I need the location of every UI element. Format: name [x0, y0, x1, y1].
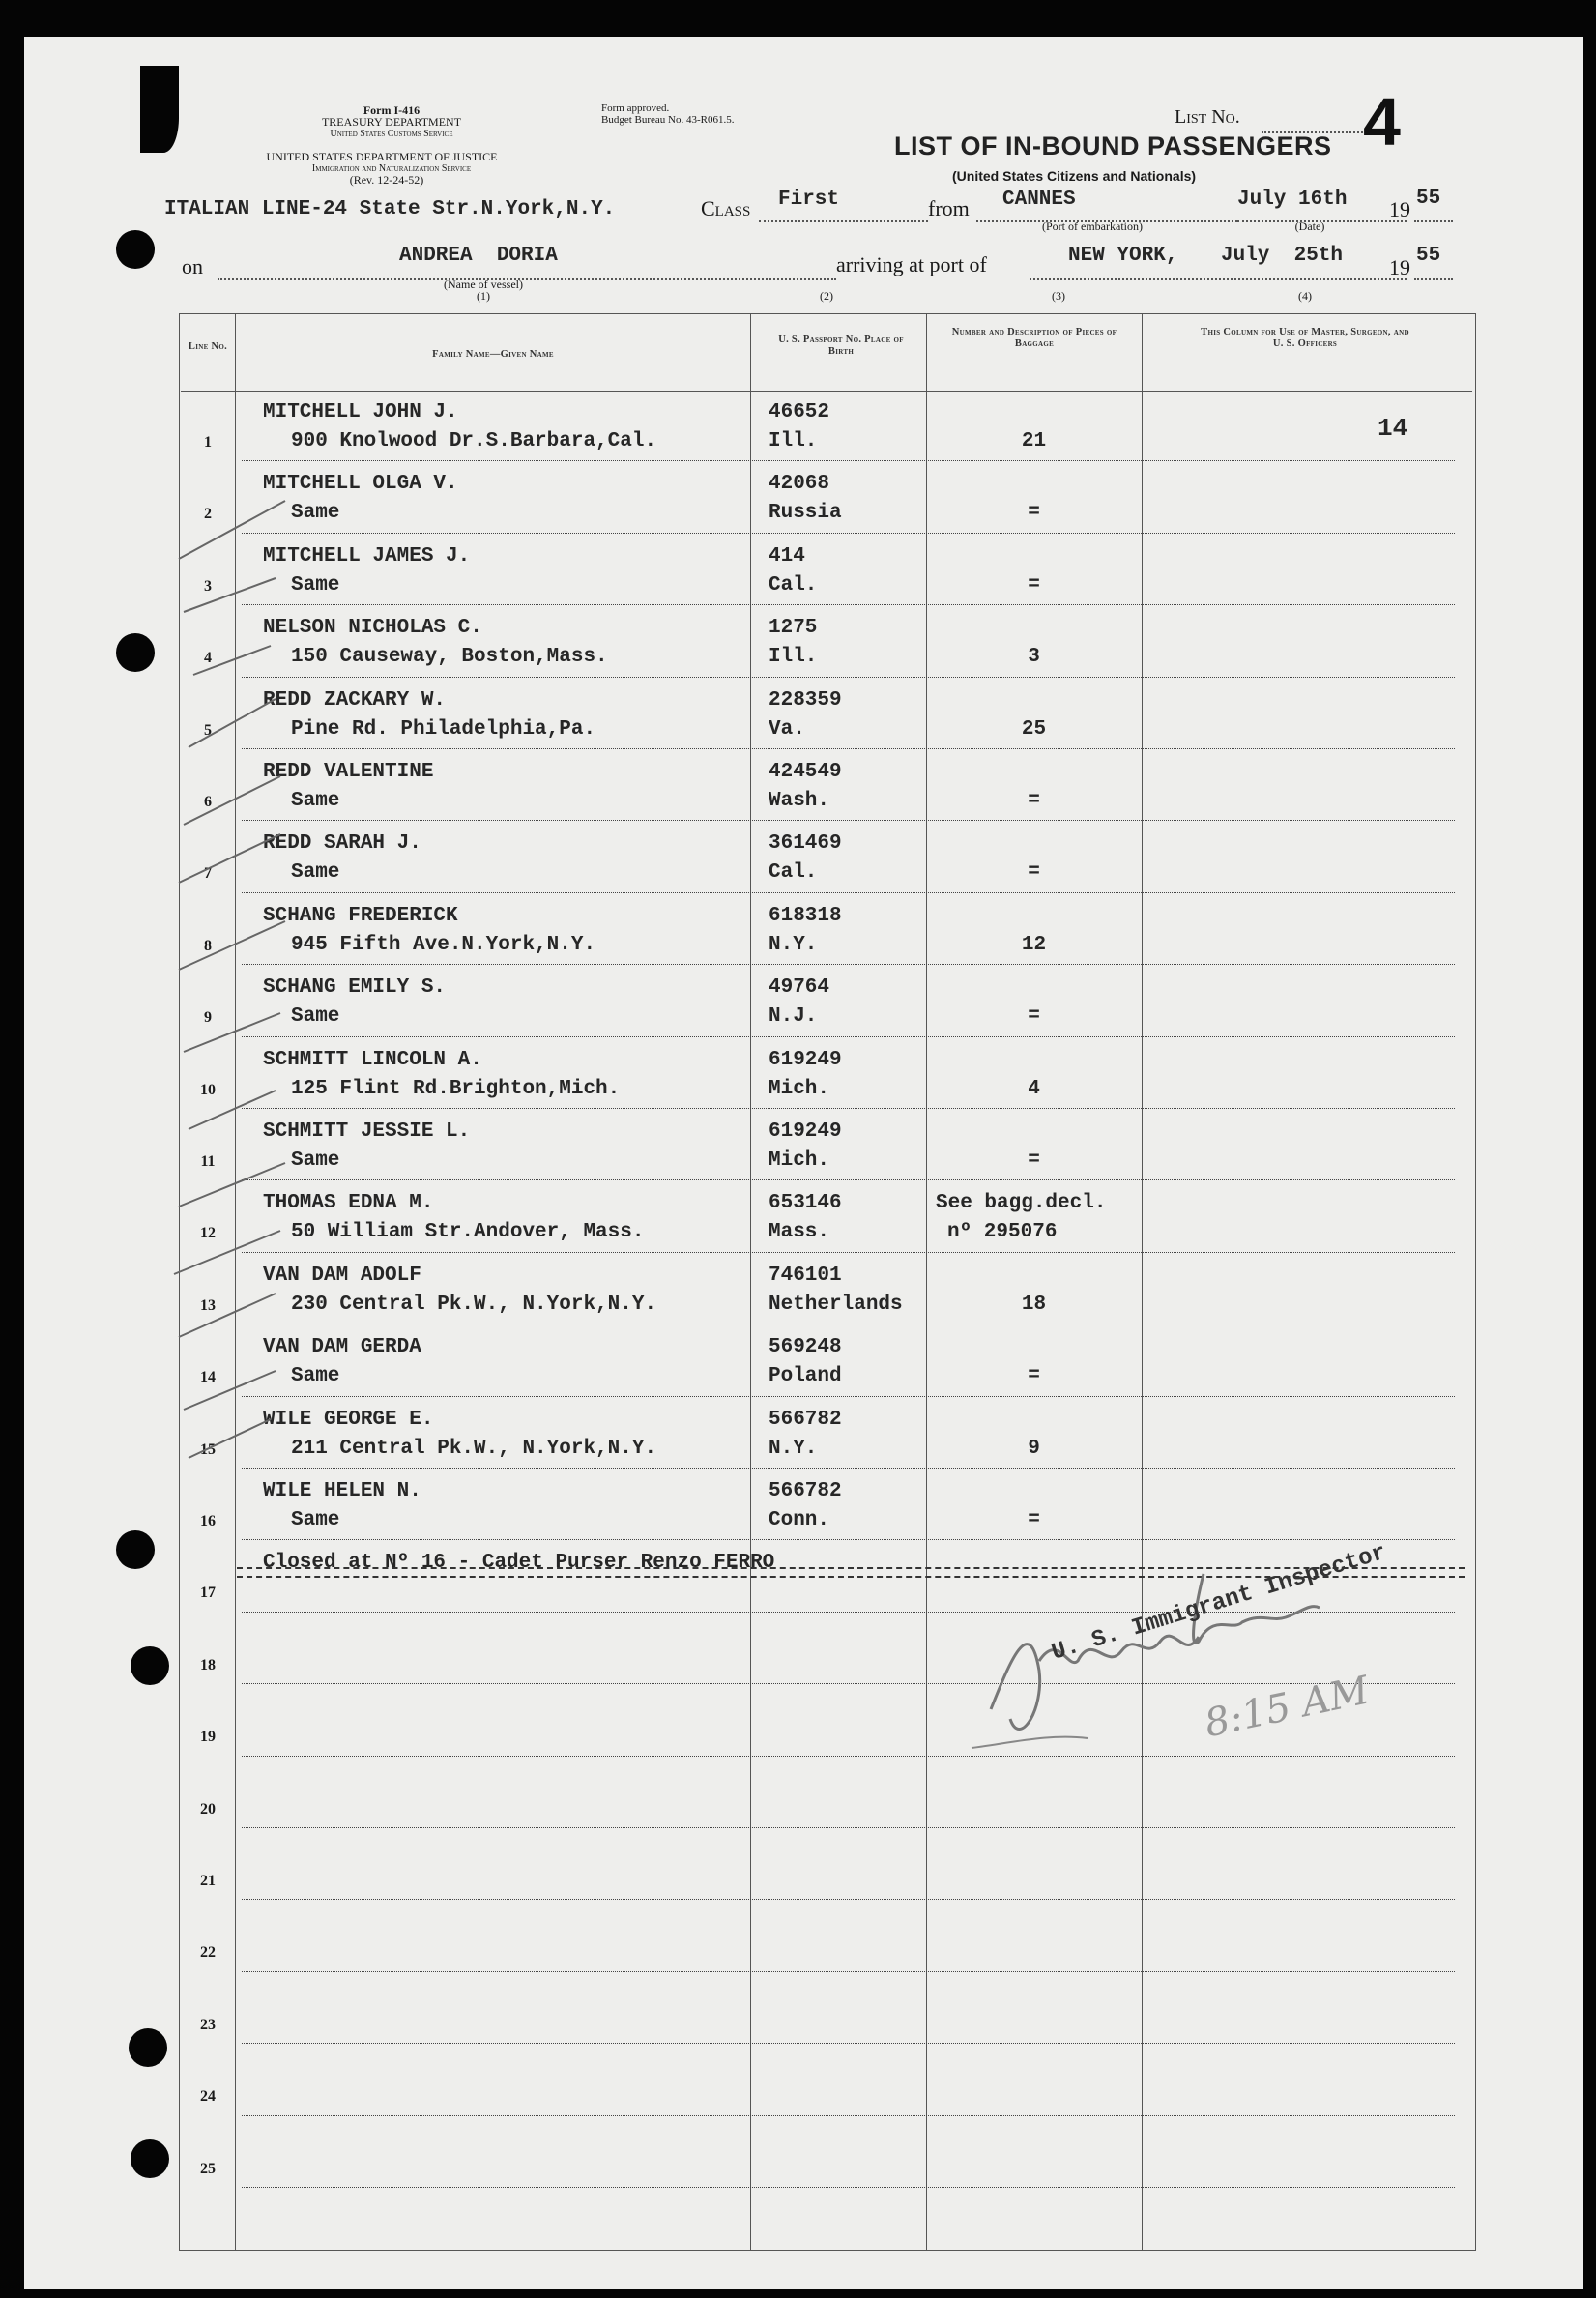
row-number: 11 [200, 1153, 216, 1170]
baggage-count: = [1028, 1149, 1040, 1172]
place-of-birth: Mich. [769, 1149, 830, 1172]
arrival-year: 55 [1416, 245, 1441, 267]
baggage-count: 18 [1021, 1293, 1047, 1316]
row-number: 22 [200, 1944, 216, 1962]
passenger-name: VAN DAM ADOLF [263, 1264, 421, 1287]
baggage-count: = [1028, 1365, 1040, 1388]
row-rule [242, 1396, 1455, 1397]
torn-corner [140, 66, 179, 153]
form-revision: (Rev. 12-24-52) [349, 173, 424, 187]
row-rule [242, 1252, 1455, 1253]
punch-hole [131, 1646, 169, 1685]
vessel-caption: (Name of vessel) [444, 277, 523, 291]
check-mark [174, 1231, 280, 1274]
arriving-colnum: (2) [820, 289, 833, 303]
passenger-address: Same [291, 1365, 340, 1388]
passport-number: 49764 [769, 976, 830, 1000]
row-rule [242, 2187, 1455, 2188]
place-of-birth: N.J. [769, 1005, 818, 1029]
passenger-name: SCHANG EMILY S. [263, 976, 447, 1000]
class-fill [759, 220, 928, 222]
baggage-description: See bagg.decl. [936, 1192, 1107, 1215]
check-mark [179, 1294, 276, 1337]
place-of-birth: Conn. [769, 1509, 830, 1531]
passport-number: 653146 [769, 1192, 842, 1215]
row-rule [242, 1971, 1455, 1972]
baggage-count: = [1028, 573, 1040, 596]
row-rule [242, 1468, 1455, 1469]
passport-number: 414 [769, 544, 805, 567]
year-prefix: 19 [1389, 197, 1410, 221]
row-rule [242, 964, 1455, 965]
check-mark [193, 646, 271, 675]
passport-number: 619249 [769, 1120, 842, 1143]
class-value: First [778, 189, 840, 211]
col-header-line: Line No. [188, 341, 228, 352]
baggage-count: = [1028, 861, 1040, 885]
row-number: 7 [204, 865, 212, 883]
row-number: 18 [200, 1656, 216, 1673]
form-approved: Form approved. [601, 102, 670, 114]
passenger-name: REDD ZACKARY W. [263, 688, 447, 712]
row-number: 8 [204, 937, 212, 954]
arrival-colnum-4: (4) [1298, 289, 1312, 303]
form-number: Form I-416 [363, 103, 421, 117]
check-mark [184, 578, 276, 612]
passport-number: 42068 [769, 473, 830, 496]
row-number: 15 [200, 1440, 216, 1458]
place-of-birth: Wash. [769, 790, 830, 812]
arrival-year-fill [1414, 278, 1453, 280]
place-of-birth: Mass. [769, 1221, 830, 1244]
passenger-address: 900 Knolwood Dr.S.Barbara,Cal. [291, 430, 657, 452]
passenger-name: NELSON NICHOLAS C. [263, 617, 482, 640]
passenger-name: SCHANG FREDERICK [263, 904, 458, 927]
passenger-address: Pine Rd. Philadelphia,Pa. [291, 717, 596, 741]
passenger-address: 150 Causeway, Boston,Mass. [291, 646, 608, 669]
check-mark [184, 1371, 276, 1410]
passenger-address: Same [291, 1005, 340, 1029]
place-of-birth: Cal. [769, 861, 818, 885]
row-number: 16 [200, 1513, 216, 1529]
departure-date: July 16th [1237, 189, 1348, 211]
row-rule [242, 748, 1455, 749]
place-of-birth: Poland [769, 1365, 842, 1388]
row-number: 14 [200, 1369, 216, 1386]
passenger-address: 945 Fifth Ave.N.York,N.Y. [291, 933, 596, 956]
passport-number: 228359 [769, 688, 842, 712]
list-no-label: List No. [1175, 106, 1240, 128]
row-rule [242, 2115, 1455, 2116]
col-header-name: Family Name—Given Name [432, 349, 554, 360]
passport-number: 746101 [769, 1264, 842, 1287]
on-label: on [182, 254, 203, 278]
place-of-birth: N.Y. [769, 933, 818, 956]
row-rule [242, 2043, 1455, 2044]
punch-hole [116, 230, 155, 269]
row-number: 5 [204, 721, 212, 739]
baggage-declaration-no: nº 295076 [947, 1221, 1058, 1244]
header-rule [181, 391, 1472, 392]
passport-number: 566782 [769, 1408, 842, 1431]
row-rule [242, 1179, 1455, 1180]
row-number: 25 [200, 2160, 216, 2177]
check-marks [169, 443, 363, 1468]
check-mark [189, 1419, 271, 1458]
passenger-address: Same [291, 502, 340, 525]
form-subtitle: (United States Citizens and Nationals) [952, 168, 1197, 184]
passport-number: 424549 [769, 761, 842, 783]
passport-number: 1275 [769, 617, 818, 640]
arrival-date: July 25th [1221, 245, 1344, 267]
row-number: 17 [200, 1585, 216, 1602]
dept-customs: United States Customs Service [330, 129, 453, 139]
check-mark [179, 1163, 285, 1207]
col-header-officers: This Column for Use of Master, Surgeon, and U. S. Officers [1201, 327, 1409, 349]
passenger-address: 50 William Str.Andover, Mass. [291, 1221, 645, 1244]
inspector-stamp: U. S. Immigrant Inspector [1049, 1539, 1390, 1667]
check-mark [184, 776, 280, 825]
check-mark [179, 501, 285, 559]
passenger-address: Same [291, 1509, 340, 1531]
row-rule [242, 533, 1455, 534]
passenger-name: REDD VALENTINE [263, 761, 434, 783]
row-number: 20 [200, 1800, 216, 1818]
passenger-name: SCHMITT JESSIE L. [263, 1120, 471, 1143]
from-label: from [928, 196, 970, 220]
check-mark [179, 921, 285, 970]
col-header-baggage: Number and Description of Pieces of Baggage [951, 327, 1117, 349]
check-mark [184, 1013, 280, 1052]
arriving-label: arriving at port of [836, 252, 987, 276]
row-number: 21 [200, 1873, 216, 1889]
manifest-sheet [24, 37, 1583, 2289]
passport-number: 619249 [769, 1048, 842, 1071]
passenger-address: Same [291, 1149, 340, 1172]
row-number: 24 [200, 2088, 216, 2106]
row-rule [242, 820, 1455, 821]
baggage-count: 9 [1028, 1437, 1040, 1460]
passenger-name: WILE HELEN N. [263, 1480, 421, 1502]
passport-number: 361469 [769, 832, 842, 856]
col-header-passport: U. S. Passport No. Place of Birth [778, 335, 904, 357]
passport-number: 618318 [769, 904, 842, 927]
place-of-birth: N.Y. [769, 1437, 818, 1460]
passenger-address: Same [291, 861, 340, 885]
vessel-colnum: (1) [477, 289, 490, 303]
passenger-address: Same [291, 573, 340, 596]
class-label: Class [701, 196, 751, 220]
row-rule [242, 1036, 1455, 1037]
row-number: 19 [200, 1729, 216, 1746]
punch-hole [116, 633, 155, 672]
row-number: 23 [200, 2016, 216, 2033]
passenger-name: REDD SARAH J. [263, 832, 421, 856]
passenger-name: THOMAS EDNA M. [263, 1192, 434, 1215]
baggage-count: = [1028, 502, 1040, 525]
form-title: LIST OF IN-BOUND PASSENGERS [894, 131, 1332, 160]
check-mark [189, 1091, 276, 1129]
shipping-line: ITALIAN LINE-24 State Str.N.York,N.Y. [164, 198, 616, 220]
dept-justice: UNITED STATES DEPARTMENT OF JUSTICE [266, 150, 498, 163]
from-caption: (Port of embarkation) [1042, 219, 1143, 233]
baggage-count: = [1028, 790, 1040, 812]
passenger-address: 230 Central Pk.W., N.York,N.Y. [291, 1293, 657, 1316]
baggage-count: = [1028, 1509, 1040, 1531]
place-of-birth: Netherlands [769, 1293, 903, 1316]
row-number: 3 [204, 577, 212, 595]
passenger-name: MITCHELL JOHN J. [263, 401, 458, 423]
arrival-colnum-3: (3) [1052, 289, 1065, 303]
passenger-name: VAN DAM GERDA [263, 1336, 421, 1359]
officer-notes: 14 [1378, 414, 1408, 443]
arrival-port: NEW YORK, [1068, 245, 1178, 267]
arrival-year-prefix: 19 [1389, 255, 1410, 279]
place-of-birth: Russia [769, 502, 842, 525]
stamp-time: 8:15 AM [1201, 1668, 1374, 1747]
dept-ins: Immigration and Naturalization Service [311, 163, 472, 174]
place-of-birth: Cal. [769, 573, 818, 596]
dept-treasury: TREASURY DEPARTMENT [321, 115, 462, 129]
baggage-count: 3 [1028, 646, 1040, 669]
passenger-name: Closed at Nº 16 - Cadet Purser Renzo FERRO [263, 1552, 775, 1575]
baggage-count: 21 [1021, 430, 1047, 452]
row-number: 6 [204, 794, 212, 810]
row-rule [242, 460, 1455, 461]
place-of-birth: Ill. [769, 646, 818, 669]
passenger-address: Same [291, 790, 340, 812]
row-rule [242, 604, 1455, 605]
passenger-address: 211 Central Pk.W., N.York,N.Y. [291, 1437, 657, 1460]
year-fill [1414, 220, 1453, 222]
passenger-name: MITCHELL JAMES J. [263, 544, 471, 567]
arrival-fill [1030, 278, 1407, 280]
passenger-address: 125 Flint Rd.Brighton,Mich. [291, 1077, 621, 1100]
row-number: 9 [204, 1009, 212, 1027]
punch-hole [129, 2028, 167, 2067]
budget-bureau: Budget Bureau No. 43-R061.5. [601, 114, 735, 126]
row-number: 4 [204, 650, 212, 667]
place-of-birth: Va. [769, 717, 805, 741]
row-number: 2 [204, 506, 212, 523]
row-rule [242, 1108, 1455, 1109]
passport-number: 566782 [769, 1480, 842, 1502]
passenger-name: SCHMITT LINCOLN A. [263, 1048, 482, 1071]
check-mark [179, 834, 280, 883]
date-caption: (Date) [1294, 219, 1325, 233]
passenger-name: MITCHELL OLGA V. [263, 473, 458, 496]
year-value: 55 [1416, 188, 1441, 210]
from-value: CANNES [1002, 189, 1076, 211]
baggage-count: 4 [1028, 1077, 1040, 1100]
place-of-birth: Mich. [769, 1077, 830, 1100]
place-of-birth: Ill. [769, 430, 818, 452]
passport-number: 569248 [769, 1336, 842, 1359]
list-no-value: 4 [1363, 84, 1401, 160]
vessel-name: ANDREA DORIA [399, 245, 558, 267]
punch-hole [116, 1530, 155, 1569]
row-number: 13 [200, 1296, 216, 1314]
row-rule [242, 1827, 1455, 1828]
baggage-count: 12 [1021, 933, 1047, 956]
row-number: 12 [200, 1225, 216, 1242]
row-rule [242, 892, 1455, 893]
passport-number: 46652 [769, 401, 830, 423]
row-number: 1 [204, 434, 212, 451]
punch-hole [131, 2139, 169, 2178]
passenger-name: WILE GEORGE E. [263, 1408, 434, 1431]
baggage-count: 25 [1021, 717, 1047, 741]
baggage-count: = [1028, 1005, 1040, 1029]
row-rule [242, 677, 1455, 678]
row-number: 10 [200, 1081, 216, 1098]
check-mark [189, 699, 276, 747]
row-rule [242, 1899, 1455, 1900]
